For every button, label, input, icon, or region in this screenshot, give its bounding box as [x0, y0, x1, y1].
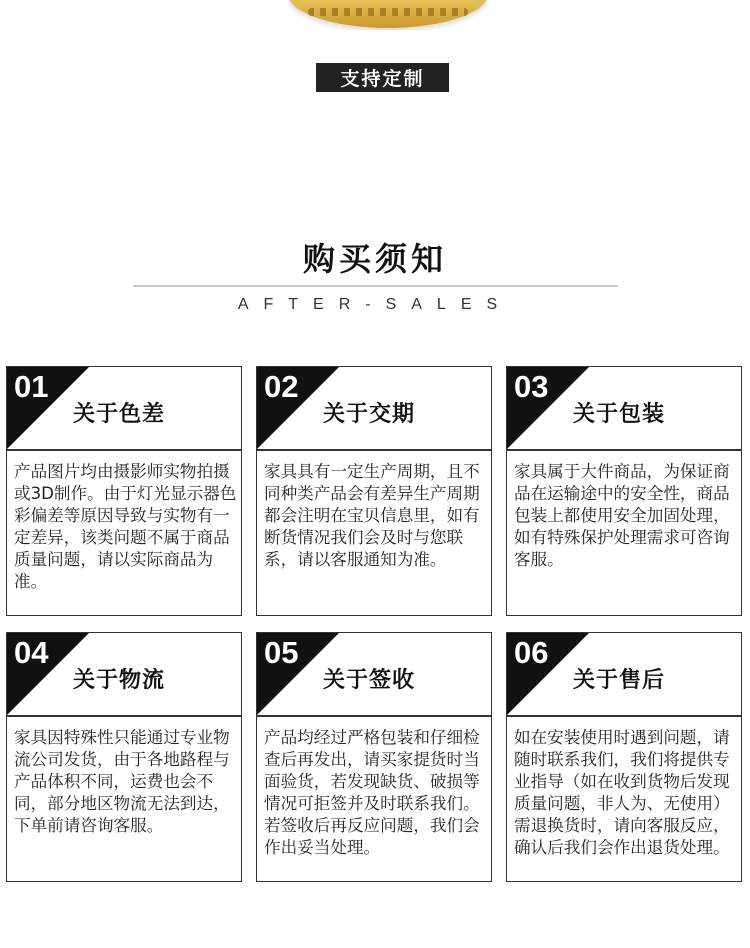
card-divider [257, 715, 491, 717]
card-after-sales [506, 632, 742, 882]
card-divider [257, 449, 491, 451]
card-body: 家具因特殊性只能通过专业物流公司发货，由于各地路程与产品体积不同，运费也会不同，部分地区物流无法到达，下单前请咨询客服。 [14, 728, 230, 835]
card-sign-for [256, 632, 492, 882]
card-body: 产品均经过严格包装和仔细检查后再发出，请买家提货时当面验货，若发现缺货、破损等情况可拒签并及时联系我们。若签收后再反应问题，我们会作出妥当处理。 [264, 728, 480, 857]
card-packaging [506, 366, 742, 616]
notice-divider [133, 285, 618, 287]
notice-title: 购买须知 [302, 240, 447, 278]
card-delivery-time [256, 366, 492, 616]
card-color-difference [6, 366, 242, 616]
card-body: 家具属于大件商品，为保证商品在运输途中的安全性，商品包装上都使用安全加固处理，如有特殊保护处理需求可咨询客服。 [514, 462, 730, 569]
card-number: 01 [14, 369, 49, 404]
card-number: 03 [514, 369, 549, 404]
card-number: 05 [264, 635, 299, 670]
custom-badge: 支持定制 [316, 63, 449, 92]
card-divider [7, 449, 241, 451]
card-divider [507, 715, 741, 717]
card-body: 产品图片均由摄影师实物拍摄或3D制作。由于灯光显示器色彩偏差等原因导致与实物有一定差异，该类问题不属于商品质量问题，请以实际商品为准。 [14, 462, 237, 591]
card-title: 关于包装 [573, 402, 666, 427]
card-title: 关于物流 [73, 668, 166, 693]
card-logistics [6, 632, 242, 882]
card-title: 关于售后 [573, 668, 666, 693]
card-body: 如在安装使用时遇到问题，请随时联系我们，我们将提供专业指导（如在收到货物后发现质量问题，非人为、无使用）需退换货时，请向客服反应，确认后我们会作出退货处理。 [514, 728, 730, 857]
product-image-top [288, 0, 488, 30]
card-title: 关于签收 [323, 668, 416, 693]
card-divider [507, 449, 741, 451]
card-body: 家具具有一定生产周期，且不同种类产品会有差异生产周期都会注明在宝贝信息里，如有断货情况我们会及时与您联系，请以客服通知为准。 [264, 462, 480, 569]
card-divider [7, 715, 241, 717]
card-title: 关于色差 [73, 402, 166, 427]
card-number: 04 [14, 635, 49, 670]
notice-subtitle: AFTER-SALES [237, 296, 513, 313]
card-number: 06 [514, 635, 549, 670]
card-number: 02 [264, 369, 299, 404]
card-title: 关于交期 [323, 402, 416, 427]
